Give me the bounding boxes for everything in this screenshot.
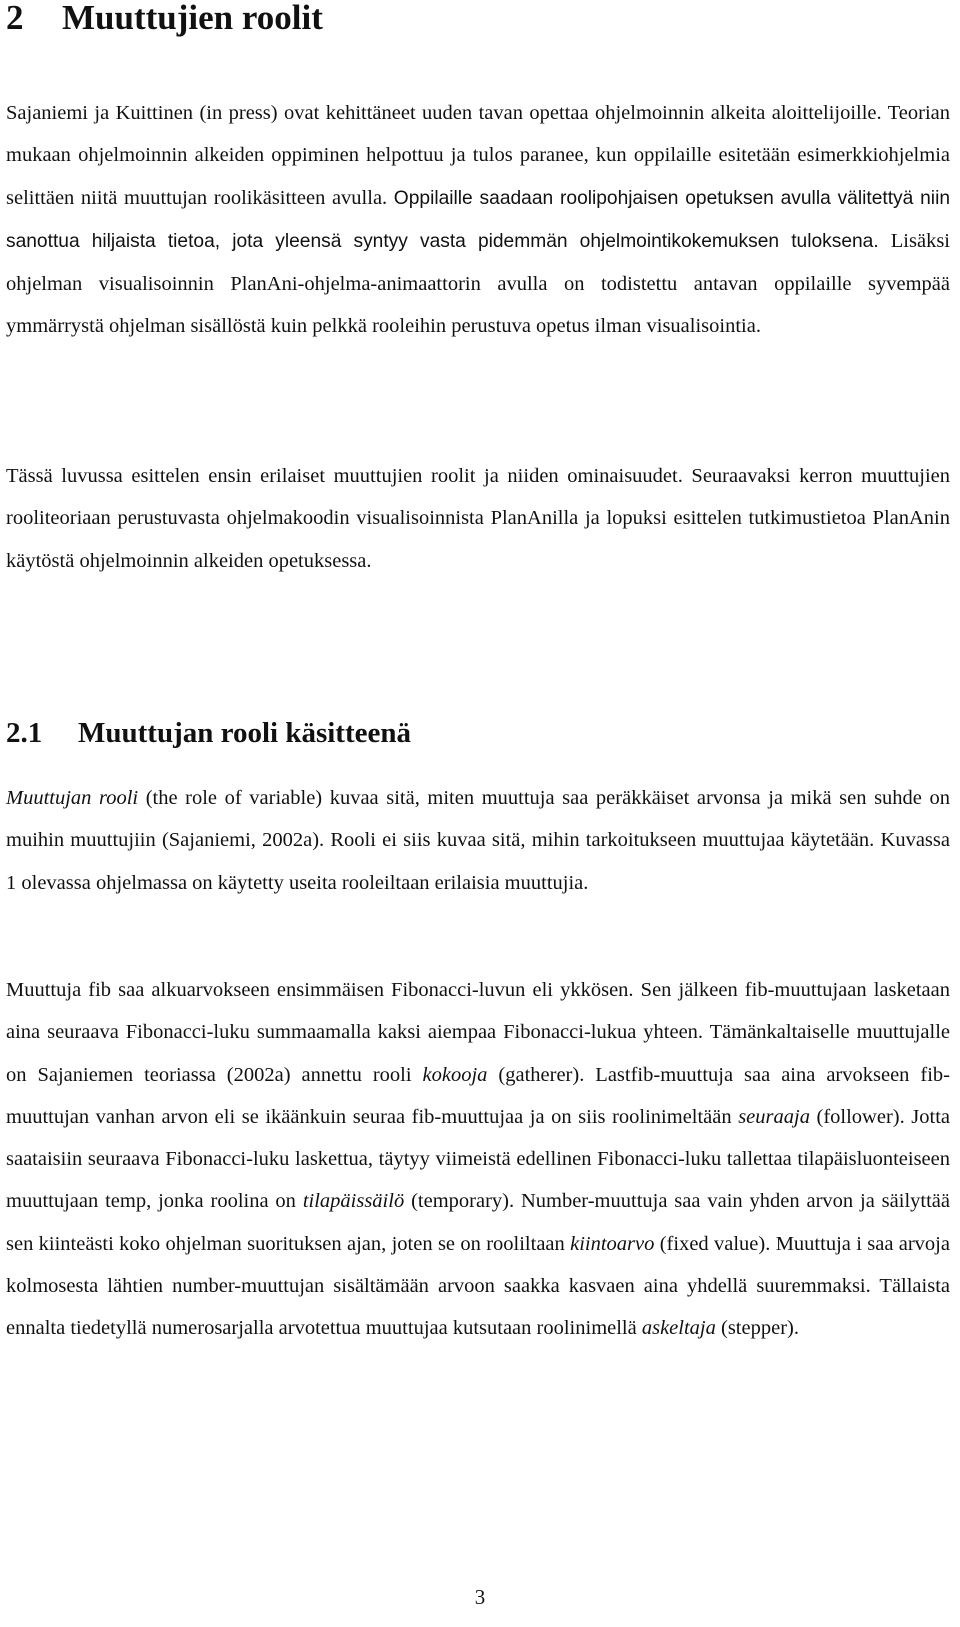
fibonacci-text-5: (fixed value). Muuttuja i saa arvoja kolmosesta lähtien number-muuttujan sisältämään arvoon saakka kasvaen aina yhdellä suuremmaksi. Tällaista ennalta tiedetyllä numerosarjalla arvotettua muuttujaa kutsutaan roolinimellä — [6, 1232, 950, 1340]
paragraph-intro-part1: Sajaniemi ja Kuittinen (in press) ovat kehittäneet uuden tavan opettaa ohjelmoinnin alkeita aloittelijoille. Teorian mukaan ohjelmoinnin alkeiden oppiminen helpottuu ja tulos paranee, kun oppilaille esitetään esimerkkiohjelmia selittäen niitä muuttujan roolikäsitteen avulla. — [6, 102, 950, 209]
role-term-stepper: askeltaja — [641, 1317, 716, 1340]
chapter-number: 2 — [6, 0, 24, 37]
paragraph-intro-part2: Oppilaille saadaan roolipohjaisen opetuksen avulla välitettyä niin sanottua hiljaista tietoa, jota yleensä syntyy vasta pidemmän ohjelmointikokemuksen tuloksena. — [6, 187, 950, 252]
paragraph-intro — [6, 92, 950, 348]
role-term: Muuttujan rooli — [6, 787, 139, 809]
section-title: Muuttujan rooli käsitteenä — [78, 717, 411, 749]
page-number: 3 — [474, 1585, 486, 1609]
paragraph-role-definition-text: (the role of variable) kuvaa sitä, miten muuttuja saa peräkkäiset arvonsa ja mikä sen suhde on muihin muuttujiin (Sajaniemi, 2002a). Rooli ei siis kuvaa sitä, mihin tarkoitukseen muuttujaa käytetään. Kuvassa 1 olevassa ohjelmassa on käytetty useita rooleiltaan erilaisia muuttujia. — [6, 787, 950, 894]
paragraph-fibonacci-example — [6, 969, 950, 1350]
section-heading — [6, 716, 411, 750]
chapter-heading — [6, 0, 323, 38]
chapter-title: Muuttujien roolit — [62, 0, 323, 37]
fibonacci-text-1: Muuttuja fib saa alkuarvokseen ensimmäisen Fibonacci-luvun eli ykkösen. Sen jälkeen fib-muuttujaan lasketaan aina seuraava Fibonacci-luku summaamalla kaksi aiempaa Fibonacci-lukua yhteen. Tämänkaltaiselle muuttujalle on Sajaniemen teoriassa (2002a) annettu rooli — [6, 979, 950, 1086]
paragraph-chapter-overview — [6, 455, 950, 582]
fibonacci-text-6: (stepper). — [715, 1317, 799, 1340]
fibonacci-text-2: (gatherer). Lastfib-muuttuja saa aina arvokseen fib-muuttujan vanhan arvon eli se ikäänkuin seuraa fib-muuttujaa ja on siis roolinimeltään — [6, 1063, 950, 1128]
role-term-fixed-value: kiintoarvo — [570, 1232, 655, 1255]
section-number: 2.1 — [6, 717, 43, 749]
paragraph-chapter-overview-text: Tässä luvussa esittelen ensin erilaiset muuttujien roolit ja niiden ominaisuudet. Seuraavaksi kerron muuttujien rooliteoriaan perustuvasta ohjelmakoodin visualisoinnista PlanAnilla ja lopuksi esittelen tutkimustietoa PlanAnin käytöstä ohjelmoinnin alkeiden opetuksessa. — [6, 465, 950, 572]
role-term-temporary: tilapäissäilö — [302, 1190, 405, 1213]
role-term-gatherer: kokooja — [422, 1063, 488, 1086]
role-term-follower: seuraaja — [738, 1105, 810, 1128]
fibonacci-text-4: (temporary). Number-muuttuja saa vain yhden arvon ja säilyttää sen kiinteästi koko ohjelman suorituksen ajan, joten se on rooliltaan — [6, 1190, 950, 1255]
paragraph-role-definition — [6, 777, 950, 904]
paragraph-intro-part3: Lisäksi ohjelman visualisoinnin PlanAni-ohjelma-animaattorin avulla on todistettu antavan oppilaille syvempää ymmärrystä ohjelman sisällöstä kuin pelkkä rooleihin perustuva opetus ilman visualisointia. — [6, 229, 950, 338]
fibonacci-text-3: (follower). Jotta saataisiin seuraava Fibonacci-luku laskettua, täytyy viimeistä edellinen Fibonacci-luku tallettaa tilapäisluonteiseen muuttujaan temp, jonka roolina on — [6, 1105, 950, 1213]
